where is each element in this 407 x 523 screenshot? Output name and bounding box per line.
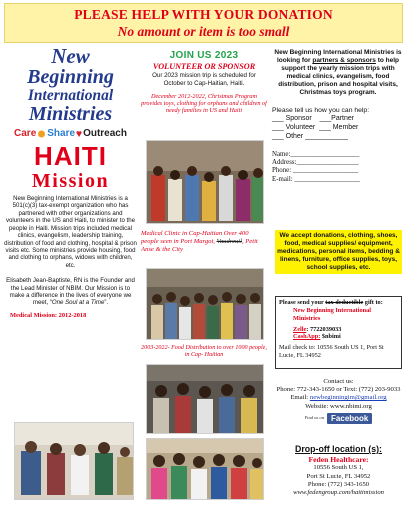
email-line <box>272 394 405 402</box>
email-field: E-mail: ___________________ <box>272 175 360 183</box>
trip-schedule-text: Our 2023 mission trip is scheduled for October to Cap-Haitian, Haiti. <box>152 72 256 87</box>
send-gift-box <box>275 296 402 369</box>
founder-text-a: Elisabeth Jean-Baptiste, RN is the Founder and the Lead Minister of NBIM. Our Mission is to make a difference in the lives of everyone we meet, “ <box>6 277 135 307</box>
group-image <box>147 439 264 500</box>
partner-option: ___Partner <box>319 114 355 122</box>
food-distribution-caption: 2003-2022- Food Distribution to over 1000 people, in Cap- Haitian <box>141 345 267 359</box>
dropoff-title: Drop-off location (s): <box>295 444 382 454</box>
website-line[interactable]: Website: www.nbimi.org <box>305 402 372 410</box>
send-gift-line <box>279 299 398 307</box>
founder-motto: One Soul at a Time <box>51 299 105 307</box>
children-image <box>147 141 264 224</box>
cashapp-value: $nbimi <box>320 333 341 341</box>
help-row-2 <box>272 123 404 132</box>
cashapp-line <box>279 333 398 341</box>
dropoff-name: Feden Healthcare: <box>308 454 369 464</box>
sponsor-option: ___ Sponsor <box>272 114 312 122</box>
volunteer-sponsor-heading: VOLUNTEER OR SPONSOR <box>152 62 256 71</box>
send-text-b: gift to: <box>363 299 383 306</box>
about-text: New Beginning International Ministries is a 501(c)(3) tax-exempt organization who has partnered with other organizations and volunteers in the US and Haiti, to minister to the people in Haiti. Mission trips included medical clinics, evangelism, leadership training, distribution of food and clothing, hospital & prison visits etc. Some ministries provide housing, food and clothing to orphans, widows with children, etc. <box>4 194 137 269</box>
other-option: ___ Other ___________ <box>272 133 348 141</box>
logo-share: Share <box>47 128 76 140</box>
christmas-program-caption: December 2012-2022, Christmas Program provides toys, clothing for orphans and children of needy families in US and Haiti <box>141 92 267 115</box>
email-link[interactable]: newbeginningim@gmail.org <box>309 394 387 402</box>
children-photo <box>146 140 264 224</box>
clinic-image <box>147 269 264 340</box>
contact-block <box>272 378 405 424</box>
distribution-caption-block <box>141 342 267 360</box>
phone-field: Phone: ___________________ <box>272 167 359 175</box>
donation-banner <box>4 3 403 43</box>
medical-mission-image <box>15 423 134 500</box>
org-name-line1: New <box>51 44 90 68</box>
logo-outreach: Outreach <box>83 128 127 140</box>
left-column <box>4 46 137 319</box>
send-org-name: New Beginning International Ministries <box>293 306 372 322</box>
appeal-text-b: to help support the yearly mission trips with medical clinics, evangelism, food distribution, prison and hospital visits, Christmas toys program. <box>278 56 400 96</box>
dropoff-address-2: Port St Lucie, FL 34952 <box>306 472 371 480</box>
clinic-caption-c: , Petit Anse & the City <box>141 238 258 254</box>
org-name <box>4 46 137 124</box>
org-name-line4: Ministries <box>28 102 113 125</box>
facebook-badge[interactable] <box>305 413 373 425</box>
send-text-a: Please send your <box>279 299 326 306</box>
zelle-label: Zelle <box>293 325 307 333</box>
group-photo <box>146 438 264 500</box>
address-field: Address:__________________ <box>272 159 359 167</box>
member-option: ___ Member <box>319 123 359 131</box>
medical-mission-caption: Medical Mission: 2012-2018 <box>10 311 87 319</box>
help-row-3 <box>272 132 404 141</box>
banner-headline: PLEASE HELP WITH YOUR DONATION <box>74 7 333 22</box>
zelle-line <box>279 326 398 334</box>
partners-appeal-text <box>272 49 404 97</box>
clinic-caption-block <box>141 226 267 254</box>
mission-title: Mission <box>31 169 110 192</box>
appeal-text-a: New Beginning International Ministries is looking for <box>274 49 402 64</box>
cashapp-label: CashApp: <box>293 333 321 341</box>
haiti-title: HAITI <box>34 140 107 171</box>
send-tax-deductible: tax deductible <box>325 299 364 306</box>
contact-us-label: Contact us: <box>323 378 354 385</box>
banner-subheadline: No amount or item is too small <box>117 24 290 39</box>
medical-mission-photo <box>14 422 134 500</box>
clinic-caption-a: Medical Clinic in Cap-Haitian Over 400 people seen in Port Margot, <box>141 230 249 246</box>
donations-accepted-box: We accept donations, clothing, shoes, food, medical supplies/ equipment, medications, personal items, bedding & linens, furniture, office supplies, toys, school supplies, etc. <box>275 230 402 274</box>
dropoff-address-1: 10556 South US 1, <box>313 464 364 472</box>
phone-line: Phone: 772-343-1650 or Text: (772) 203-9033 <box>276 386 401 394</box>
appeal-partners: partners & sponsors <box>312 56 376 64</box>
founder-text-b: ”. <box>104 299 109 307</box>
clinic-photo <box>146 268 264 340</box>
logo-care: Care <box>14 128 37 140</box>
medical-clinic-caption <box>141 230 267 254</box>
facebook-label: Facebook <box>327 413 372 425</box>
food-distribution-photo <box>146 364 264 434</box>
dropoff-phone: Phone: (772) 343-1650 <box>307 480 370 488</box>
join-us-heading: JOIN US 2023 <box>169 50 239 61</box>
zelle-value: : 7722039033 <box>306 325 342 333</box>
clinic-caption-b: Vaudreuil <box>216 238 242 246</box>
help-row-1 <box>272 114 404 123</box>
heart-icon <box>76 129 82 139</box>
find-us-on-label: Find us on <box>304 415 325 421</box>
founder-text <box>4 277 137 307</box>
food-distribution-image <box>147 365 264 434</box>
right-column <box>272 49 404 184</box>
contact-form-lines <box>272 151 404 184</box>
dropoff-website[interactable]: www.fedengroup.com/haitimission <box>293 489 384 497</box>
help-options-title: Please tell us how you can help: <box>272 106 370 114</box>
care-share-outreach-logo <box>4 127 137 141</box>
volunteer-option: ___ Volunteer <box>272 123 316 131</box>
hands-icon <box>37 129 46 139</box>
mail-check-line: Mail check to: 10556 South US 1, Port St Lucie, FL 34952 <box>279 344 384 360</box>
org-name-line2: Beginning <box>27 66 114 89</box>
name-field: Name:____________________ <box>272 150 360 158</box>
email-label: Email: <box>290 394 310 402</box>
dropoff-block <box>272 444 405 497</box>
org-name-line3: International <box>27 86 114 104</box>
middle-column <box>141 50 267 115</box>
